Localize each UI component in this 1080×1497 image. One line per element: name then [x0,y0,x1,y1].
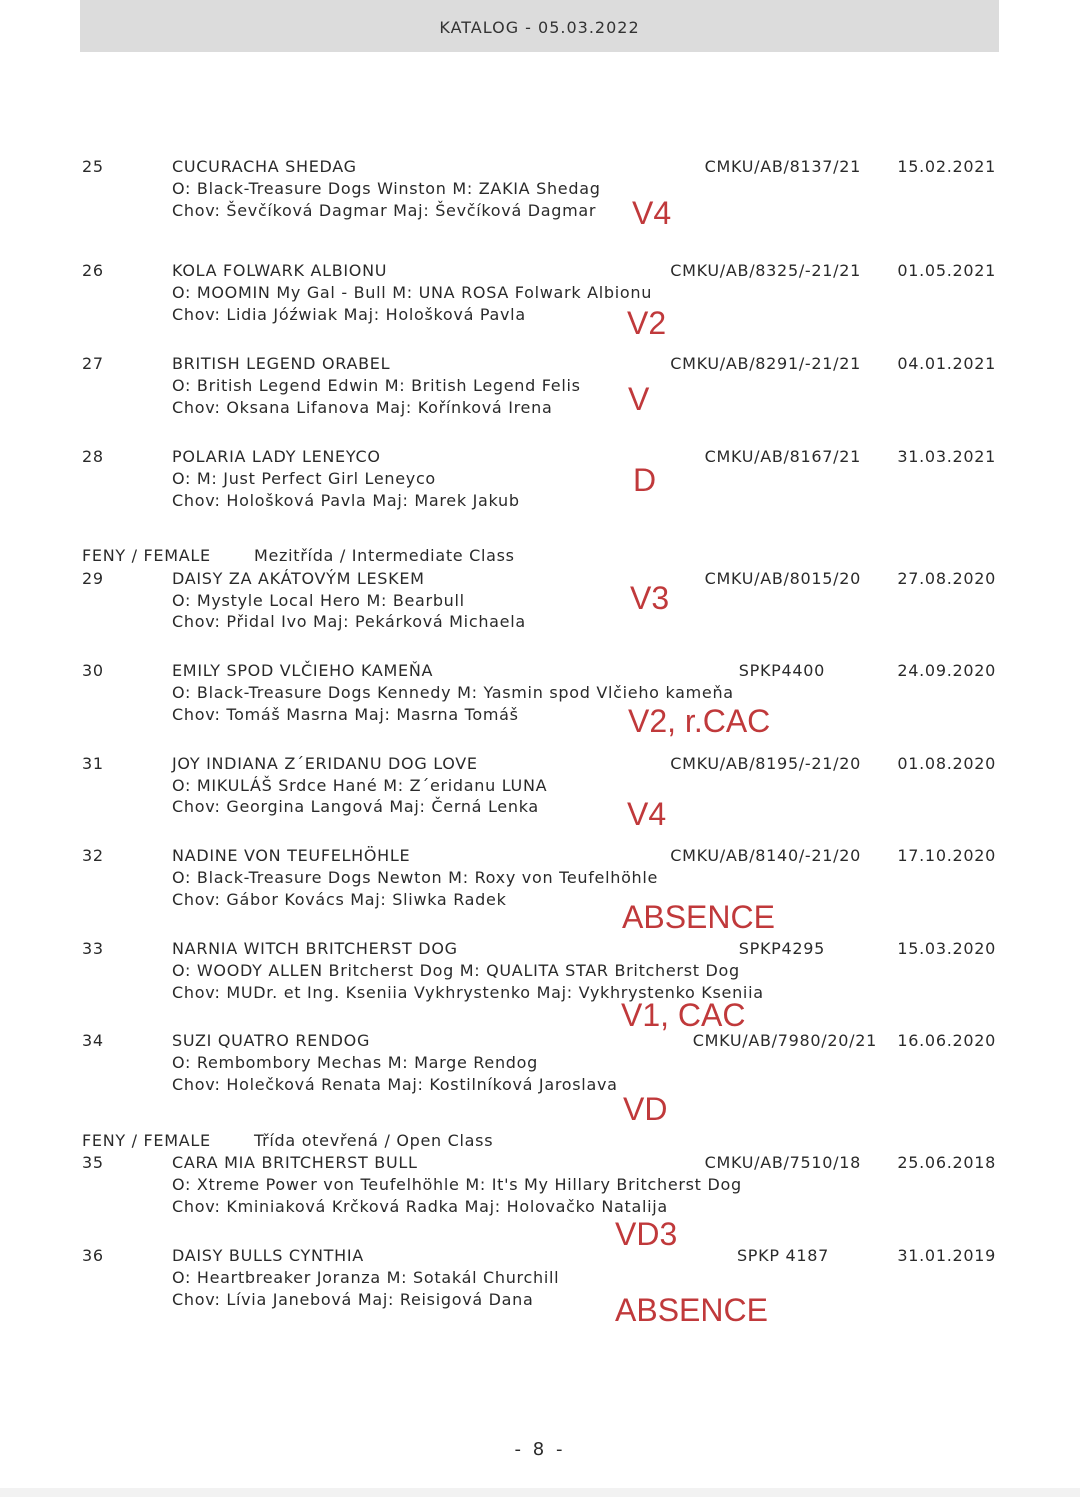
header-title: KATALOG - 05.03.2022 [439,18,640,37]
registration-number: CMKU/AB/8140/-21/20 [670,846,861,865]
entry-number: 26 [82,261,104,280]
dog-name: JOY INDIANA Z´ERIDANU DOG LOVE [172,754,478,773]
section-sex-label: FENY / FEMALE [82,546,211,565]
header-bar [80,0,999,52]
handwritten-result: V3 [630,580,670,616]
entry-number: 33 [82,939,104,958]
registration-number: SPKP4295 [738,939,825,958]
section-class-label: Třída otevřená / Open Class [254,1131,494,1150]
parents-line: O: M: Just Perfect Girl Leneyco [172,469,436,488]
dog-name: NADINE VON TEUFELHÖHLE [172,846,411,865]
dog-name: CUCURACHA SHEDAG [172,157,357,176]
birth-date: 16.06.2020 [897,1031,996,1050]
handwritten-result: V4 [627,796,667,832]
handwritten-result: VD3 [615,1216,678,1252]
breeder-owner-line: Chov: Hološková Pavla Maj: Marek Jakub [172,491,520,510]
dog-name: NARNIA WITCH BRITCHERST DOG [172,939,458,958]
parents-line: O: WOODY ALLEN Britcherst Dog M: QUALITA STAR Britcherst Dog [172,961,740,980]
dog-name: BRITISH LEGEND ORABEL [172,354,391,373]
registration-number: SPKP 4187 [736,1246,829,1265]
parents-line: O: Black-Treasure Dogs Kennedy M: Yasmin spod Vlčieho kameňa [172,683,734,702]
entry-number: 35 [82,1153,104,1172]
birth-date: 27.08.2020 [897,569,996,588]
dog-name: CARA MIA BRITCHERST BULL [172,1153,418,1172]
registration-number: SPKP4400 [738,661,825,680]
entry-number: 32 [82,846,104,865]
breeder-owner-line: Chov: Tomáš Masrna Maj: Masrna Tomáš [172,705,519,724]
handwritten-result: ABSENCE [615,1292,768,1328]
entry-number: 36 [82,1246,104,1265]
birth-date: 04.01.2021 [897,354,996,373]
birth-date: 17.10.2020 [897,846,996,865]
breeder-owner-line: Chov: Oksana Lifanova Maj: Kořínková Irena [172,398,553,417]
parents-line: O: Black-Treasure Dogs Winston M: ZAKIA Shedag [172,179,601,198]
footer-strip [0,1488,1080,1497]
entry-number: 34 [82,1031,104,1050]
breeder-owner-line: Chov: Ševčíková Dagmar Maj: Ševčíková Dagmar [172,201,597,220]
handwritten-result: V4 [632,195,672,231]
parents-line: O: British Legend Edwin M: British Legend Felis [172,376,581,395]
section-sex-label: FENY / FEMALE [82,1131,211,1150]
breeder-owner-line: Chov: Georgina Langová Maj: Černá Lenka [172,797,539,816]
handwritten-result: V [628,381,650,417]
registration-number: CMKU/AB/7980/20/21 [692,1031,877,1050]
entry-number: 29 [82,569,104,588]
registration-number: CMKU/AB/8325/-21/21 [670,261,861,280]
parents-line: O: Black-Treasure Dogs Newton M: Roxy von Teufelhöhle [172,868,659,887]
handwritten-result: ABSENCE [622,899,775,935]
handwritten-result: V2, r.CAC [628,703,771,739]
breeder-owner-line: Chov: MUDr. et Ing. Kseniia Vykhrystenko Maj: Vykhrystenko Kseniia [172,983,764,1002]
birth-date: 01.05.2021 [897,261,996,280]
entry-number: 28 [82,447,104,466]
handwritten-result: V2 [627,305,667,341]
entry-number: 31 [82,754,104,773]
entry-number: 30 [82,661,104,680]
registration-number: CMKU/AB/8167/21 [704,447,861,466]
parents-line: O: Rembombory Mechas M: Marge Rendog [172,1053,538,1072]
registration-number: CMKU/AB/8195/-21/20 [670,754,861,773]
breeder-owner-line: Chov: Gábor Kovács Maj: Sliwka Radek [172,890,507,909]
birth-date: 01.08.2020 [897,754,996,773]
parents-line: O: MOOMIN My Gal - Bull M: UNA ROSA Folwark Albionu [172,283,653,302]
registration-number: CMKU/AB/7510/18 [704,1153,861,1172]
birth-date: 31.03.2021 [897,447,996,466]
section-class-label: Mezitřída / Intermediate Class [254,546,515,565]
parents-line: O: Mystyle Local Hero M: Bearbull [172,591,465,610]
breeder-owner-line: Chov: Lidia Jóźwiak Maj: Hološková Pavla [172,305,526,324]
dog-name: DAISY BULLS CYNTHIA [172,1246,364,1265]
registration-number: CMKU/AB/8015/20 [704,569,861,588]
dog-name: DAISY ZA AKÁTOVÝM LESKEM [172,569,425,588]
breeder-owner-line: Chov: Holečková Renata Maj: Kostilníková Jaroslava [172,1075,618,1094]
birth-date: 31.01.2019 [897,1246,996,1265]
breeder-owner-line: Chov: Přidal Ivo Maj: Pekárková Michaela [172,612,526,631]
parents-line: O: MIKULÁŠ Srdce Hané M: Z´eridanu LUNA [172,776,548,795]
handwritten-result: V1, CAC [621,997,746,1033]
dog-name: KOLA FOLWARK ALBIONU [172,261,388,280]
birth-date: 24.09.2020 [897,661,996,680]
entry-number: 25 [82,157,104,176]
breeder-owner-line: Chov: Kminiaková Krčková Radka Maj: Holovačko Natalija [172,1197,668,1216]
handwritten-result: D [633,462,657,498]
registration-number: CMKU/AB/8291/-21/21 [670,354,861,373]
parents-line: O: Xtreme Power von Teufelhöhle M: It's My Hillary Britcherst Dog [172,1175,742,1194]
birth-date: 15.03.2020 [897,939,996,958]
page-number: - 8 - [514,1439,566,1460]
breeder-owner-line: Chov: Lívia Janebová Maj: Reisigová Dana [172,1290,534,1309]
handwritten-result: VD [623,1091,668,1127]
dog-name: SUZI QUATRO RENDOG [172,1031,371,1050]
parents-line: O: Heartbreaker Joranza M: Sotakál Churchill [172,1268,560,1287]
entry-number: 27 [82,354,104,373]
dog-name: EMILY SPOD VLČIEHO KAMEŇA [172,661,434,680]
dog-name: POLARIA LADY LENEYCO [172,447,381,466]
registration-number: CMKU/AB/8137/21 [704,157,861,176]
birth-date: 25.06.2018 [897,1153,996,1172]
birth-date: 15.02.2021 [897,157,996,176]
